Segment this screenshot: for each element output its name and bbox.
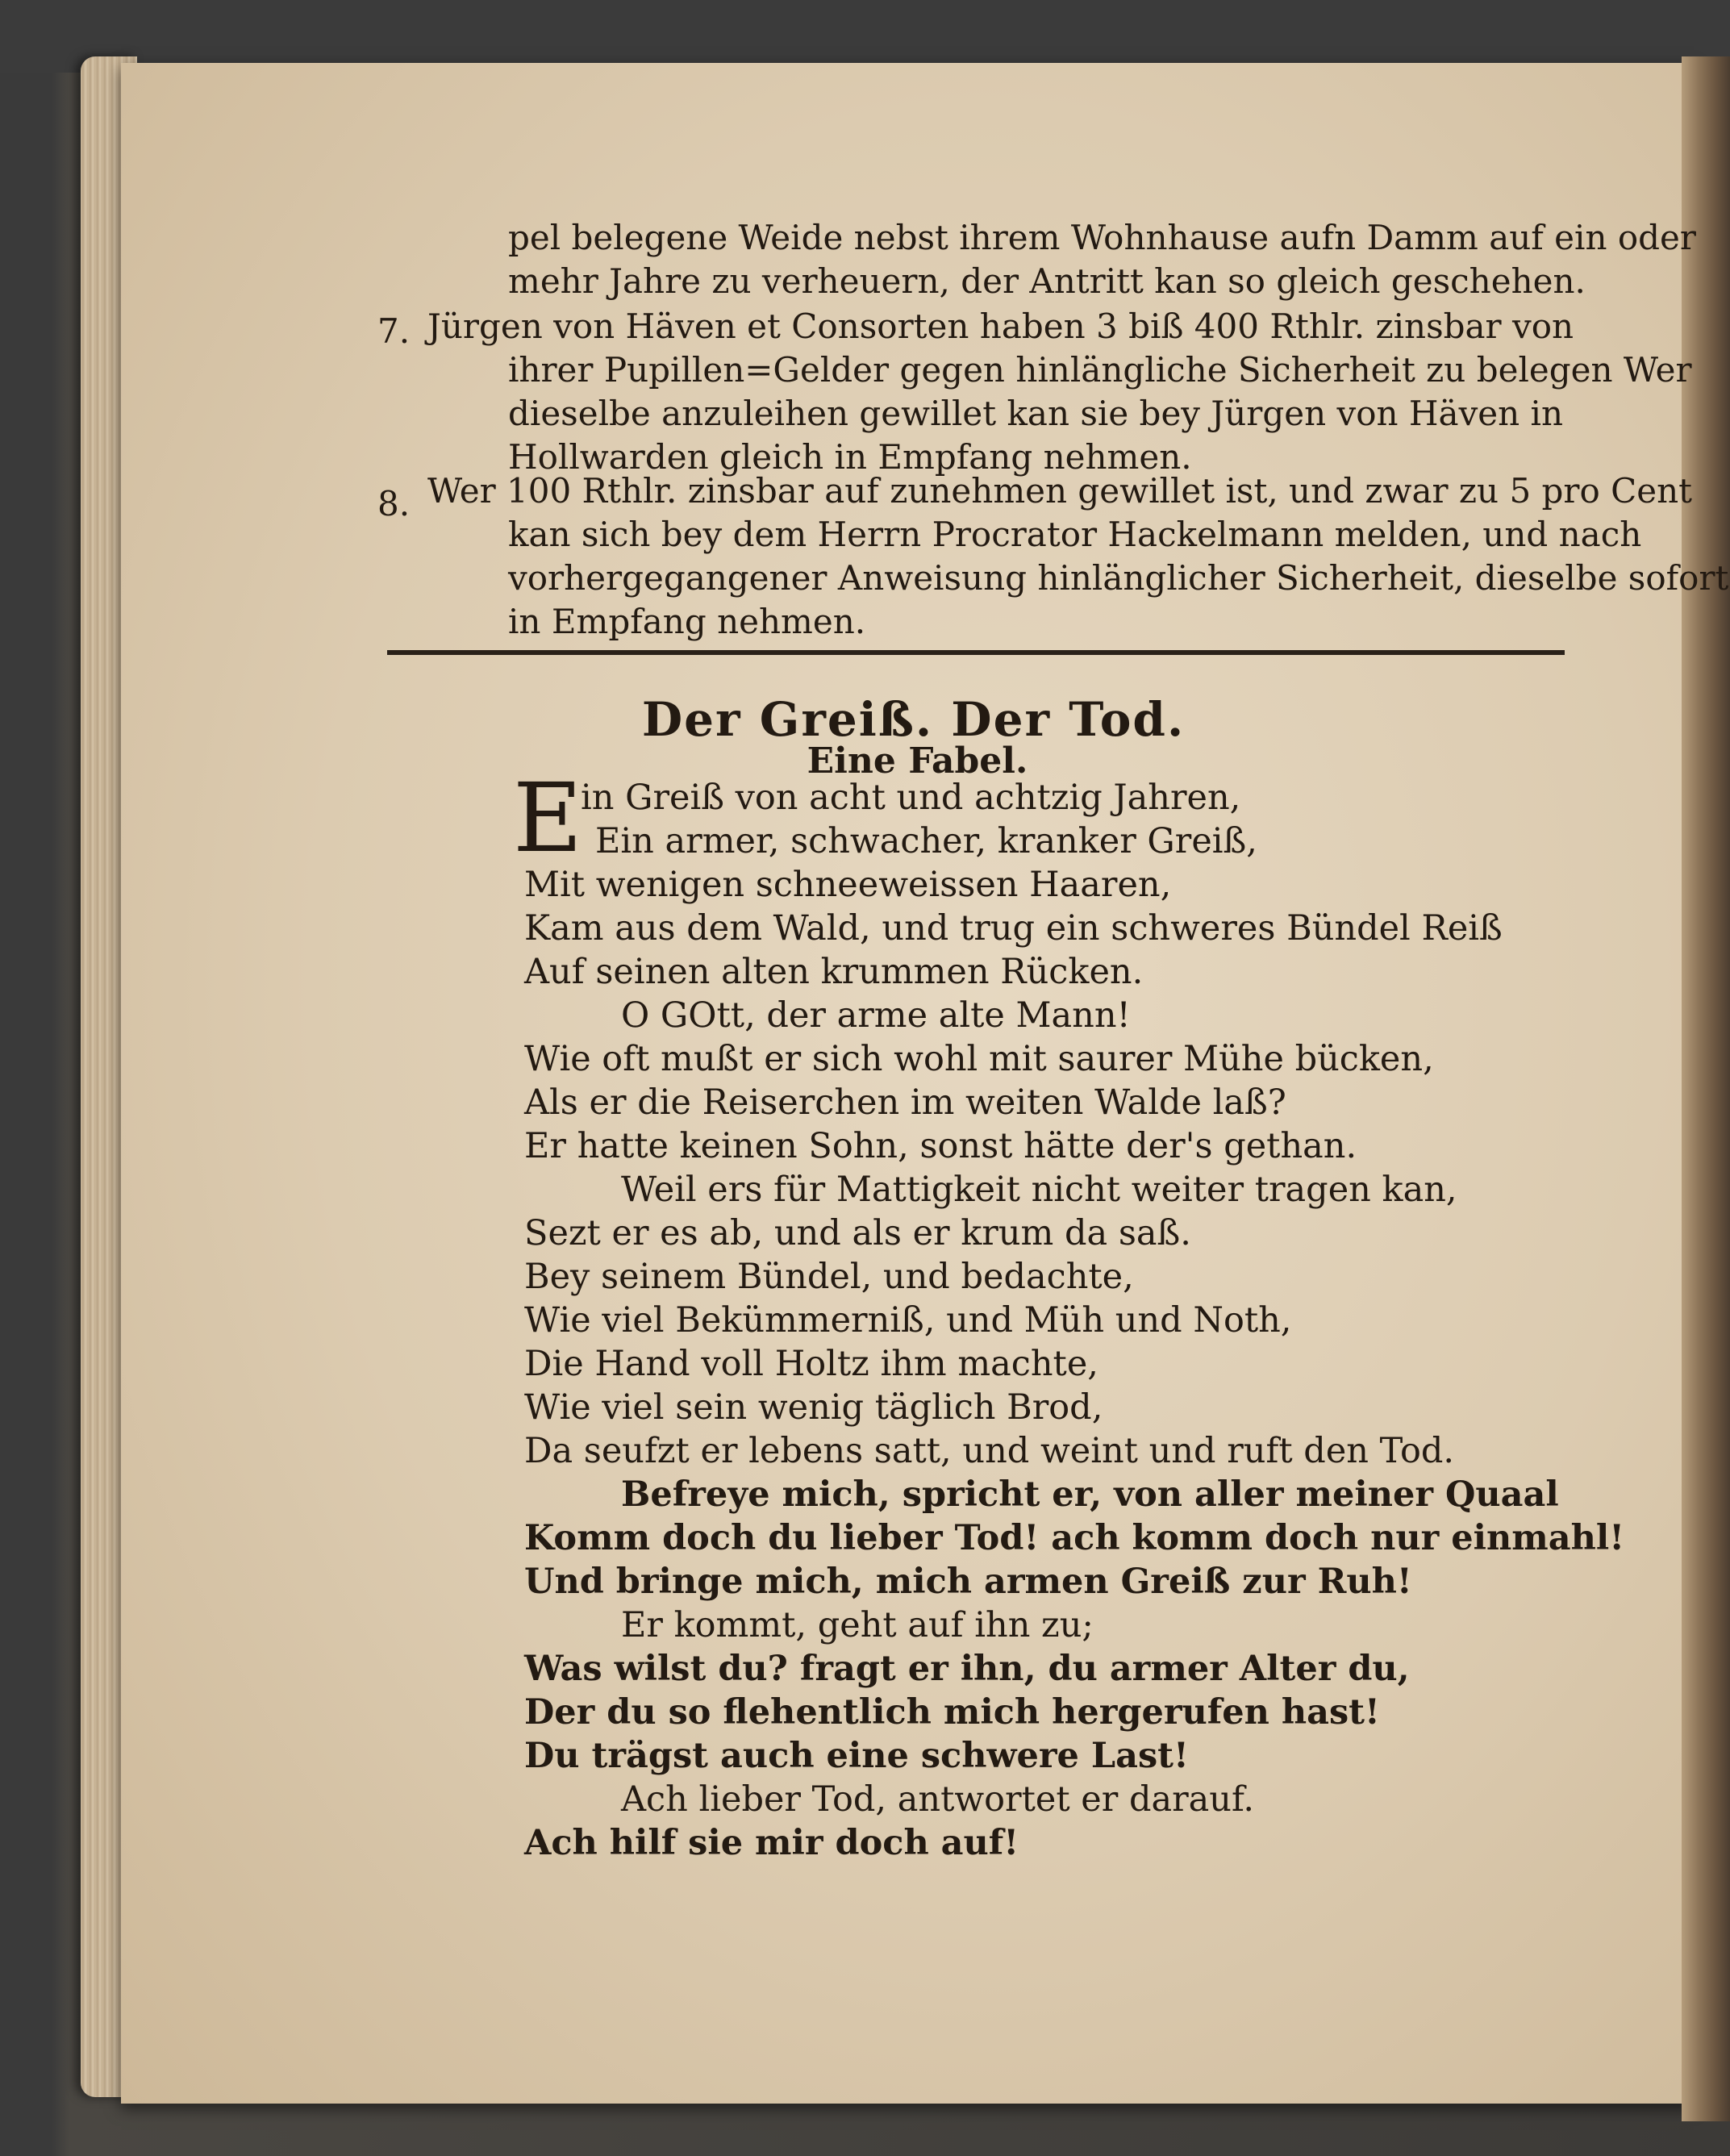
verse-line: Mit wenigen schneeweissen Haaren, [524,865,1172,905]
verse-line: Komm doch du lieber Tod! ach komm doch nur einmahl! [524,1518,1625,1558]
verse-line: Wie viel sein wenig täglich Brod, [524,1387,1103,1428]
verse-line: Auf seinen alten krummen Rücken. [524,952,1144,992]
notice-number: 7. [377,311,411,351]
notice-line: kan sich bey dem Herrn Procrator Hackelmann melden, und nach [508,515,1642,554]
verse-line: Da seufzt er lebens satt, und weint und ruft den Tod. [524,1431,1455,1471]
verse-line: Wie oft mußt er sich wohl mit saurer Mühe bücken, [524,1039,1434,1079]
notice-line: vorhergegangener Anweisung hinlänglicher Sicherheit, dieselbe sofort [508,558,1729,598]
fable-subtitle: Eine Fabel. [807,740,1028,782]
notice-line: dieselbe anzuleihen gewillet kan sie bey Jürgen von Häven in [508,394,1564,433]
verse-line: Weil ers für Mattigkeit nicht weiter tragen kan, [621,1170,1457,1210]
verse-line: Als er die Reiserchen im weiten Walde laß? [524,1082,1286,1123]
verse-line: Kam aus dem Wald, und trug ein schweres Bündel Reiß [524,908,1503,949]
verse-line: Und bringe mich, mich armen Greiß zur Ruh! [524,1562,1412,1602]
section-divider-rule [387,650,1565,655]
drop-cap: E [513,762,583,874]
notice-line: in Empfang nehmen. [508,602,866,641]
verse-line: Ach lieber Tod, antwortet er darauf. [621,1779,1255,1820]
notice-line: Wer 100 Rthlr. zinsbar auf zunehmen gewillet ist, und zwar zu 5 pro Cent [427,471,1693,511]
verse-line: Was wilst du? fragt er ihn, du armer Alter du, [524,1649,1410,1689]
fable-title: Der Greiß. Der Tod. [641,692,1186,747]
notice-number: 8. [377,484,411,523]
verse-line: Ein armer, schwacher, kranker Greiß, [595,821,1257,861]
verse-line: Bey seinem Bündel, und bedachte, [524,1257,1134,1297]
notice-line: Hollwarden gleich in Empfang nehmen. [508,437,1192,477]
verse-line: Befreye mich, spricht er, von aller meiner Quaal [621,1474,1559,1515]
verse-line: Die Hand voll Holtz ihm machte, [524,1344,1098,1384]
verse-line: Er hatte keinen Sohn, sonst hätte der's gethan. [524,1126,1357,1166]
verse-line: in Greiß von acht und achtzig Jahren, [581,778,1241,818]
verse-line: Sezt er es ab, und als er krum da saß. [524,1213,1191,1253]
verse-line: Ach hilf sie mir doch auf! [524,1823,1019,1863]
notice-continued-line: pel belegene Weide nebst ihrem Wohnhause aufn Damm auf ein oder [508,218,1696,257]
notice-line: Jürgen von Häven et Consorten haben 3 biß 400 Rthlr. zinsbar von [427,307,1574,346]
notice-line: ihrer Pupillen=Gelder gegen hinlängliche Sicherheit zu belegen Wer [508,350,1692,390]
verse-line: Er kommt, geht auf ihn zu; [621,1605,1094,1645]
verse-line: Du trägst auch eine schwere Last! [524,1736,1189,1776]
verse-line: Wie viel Bekümmerniß, und Müh und Noth, [524,1300,1292,1341]
notice-continued-line: mehr Jahre zu verheuern, der Antritt kan so gleich geschehen. [508,261,1586,301]
verse-line: O GOtt, der arme alte Mann! [621,995,1131,1036]
verse-line: Der du so flehentlich mich hergerufen hast! [524,1692,1380,1733]
background-surround [0,0,1730,73]
